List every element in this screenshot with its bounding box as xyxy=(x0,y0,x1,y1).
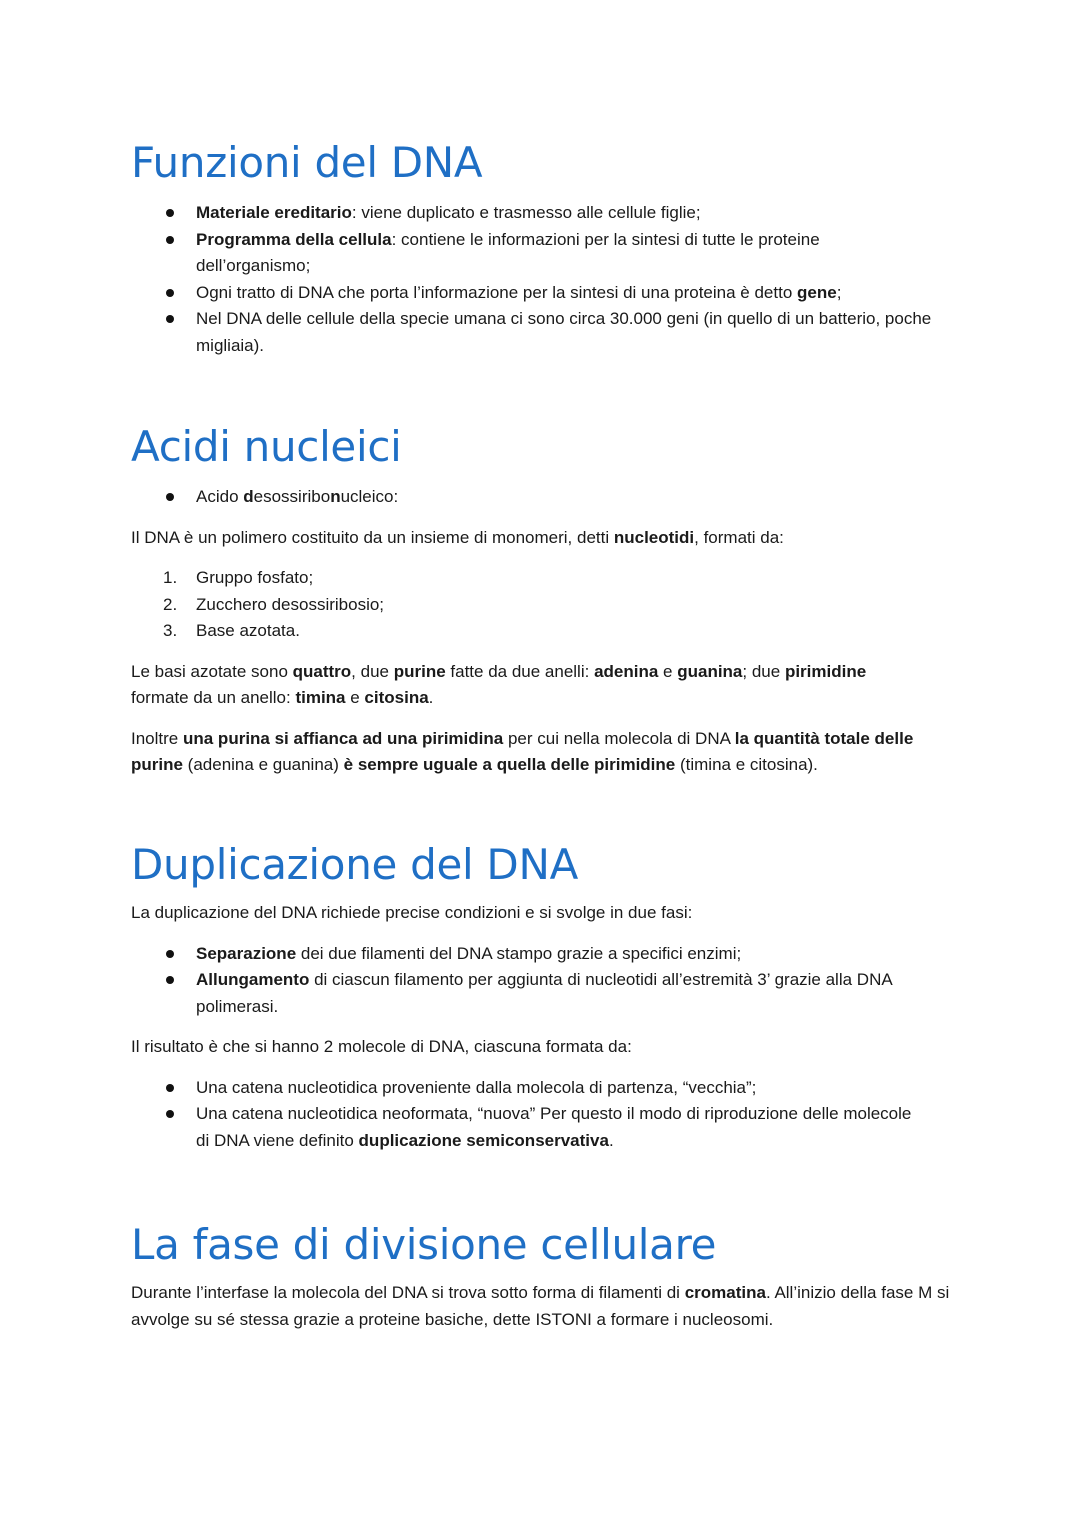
fasi-list xyxy=(131,941,961,1021)
section-divisione-cellulare xyxy=(131,1220,961,1333)
catene-list xyxy=(131,1075,961,1155)
list-item: Una catena nucleotidica neoformata, “nuova” Per questo il modo di riproduzione delle molecole di DNA viene definito duplicazione semiconservativa. xyxy=(131,1101,961,1154)
divisione-paragraph: Durante l’interfase la molecola del DNA si trova sotto forma di filamenti di cromatina. All’inizio della fase M si avvolge su sé stessa grazie a proteine basiche, dette ISTONI a formare i nucleosomi. xyxy=(131,1283,950,1329)
list-item: Una catena nucleotidica proveniente dalla molecola di partenza, “vecchia”; xyxy=(131,1075,961,1102)
heading-divisione-cellulare: La fase di divisione cellulare xyxy=(131,1220,717,1269)
heading-duplicazione-del-dna: Duplicazione del DNA xyxy=(131,840,579,889)
acidi-bullet-list xyxy=(131,484,961,511)
heading-acidi-nucleici: Acidi nucleici xyxy=(131,422,402,471)
heading-funzioni-del-dna: Funzioni del DNA xyxy=(131,138,483,187)
list-item: Nel DNA delle cellule della specie umana ci sono circa 30.000 geni (in quello di un batterio, poche migliaia). xyxy=(131,306,961,359)
funzioni-list xyxy=(131,200,961,359)
list-item: Programma della cellula: contiene le informazioni per la sintesi di tutte le proteine dell’organismo; xyxy=(131,227,961,280)
list-item: Allungamento di ciascun filamento per aggiunta di nucleotidi all’estremità 3’ grazie alla DNA polimerasi. xyxy=(131,967,961,1020)
list-item: Materiale ereditario: viene duplicato e trasmesso alle cellule figlie; xyxy=(131,200,961,227)
section-funzioni-del-dna xyxy=(131,138,961,359)
list-item: 1. Gruppo fosfato; xyxy=(163,568,314,587)
list-item: Acido desossiribonucleico: xyxy=(131,484,961,511)
list-item: 3. Base azotata. xyxy=(163,621,300,640)
nucleotide-components-list xyxy=(131,565,961,645)
nucleotidi-intro: Il DNA è un polimero costituito da un insieme di monomeri, detti nucleotidi, formati da: xyxy=(131,527,784,547)
list-item: 2. Zucchero desossiribosio; xyxy=(163,594,385,614)
duplicazione-intro: La duplicazione del DNA richiede precise condizioni e si svolge in due fasi: xyxy=(131,903,693,922)
list-item: Separazione dei due filamenti del DNA stampo grazie a specifici enzimi; xyxy=(131,941,961,968)
section-acidi-nucleici xyxy=(131,422,961,779)
list-item: Ogni tratto di DNA che porta l’informazione per la sintesi di una proteina è detto gene; xyxy=(131,280,961,307)
section-duplicazione-del-dna xyxy=(131,840,961,1154)
risultato-paragraph: Il risultato è che si hanno 2 molecole di DNA, ciascuna formata da: xyxy=(131,1037,632,1056)
basi-azotate-paragraph: Le basi azotate sono quattro, due purine fatte da due anelli: adenina e guanina; due pirimidine formate da un anello: timina e citosina. xyxy=(131,661,867,707)
purine-pirimidine-paragraph: Inoltre una purina si affianca ad una pirimidina per cui nella molecola di DNA la quantità totale delle purine (adenina e guanina) è sempre uguale a quella delle pirimidine (timina e citosina). xyxy=(131,728,914,774)
